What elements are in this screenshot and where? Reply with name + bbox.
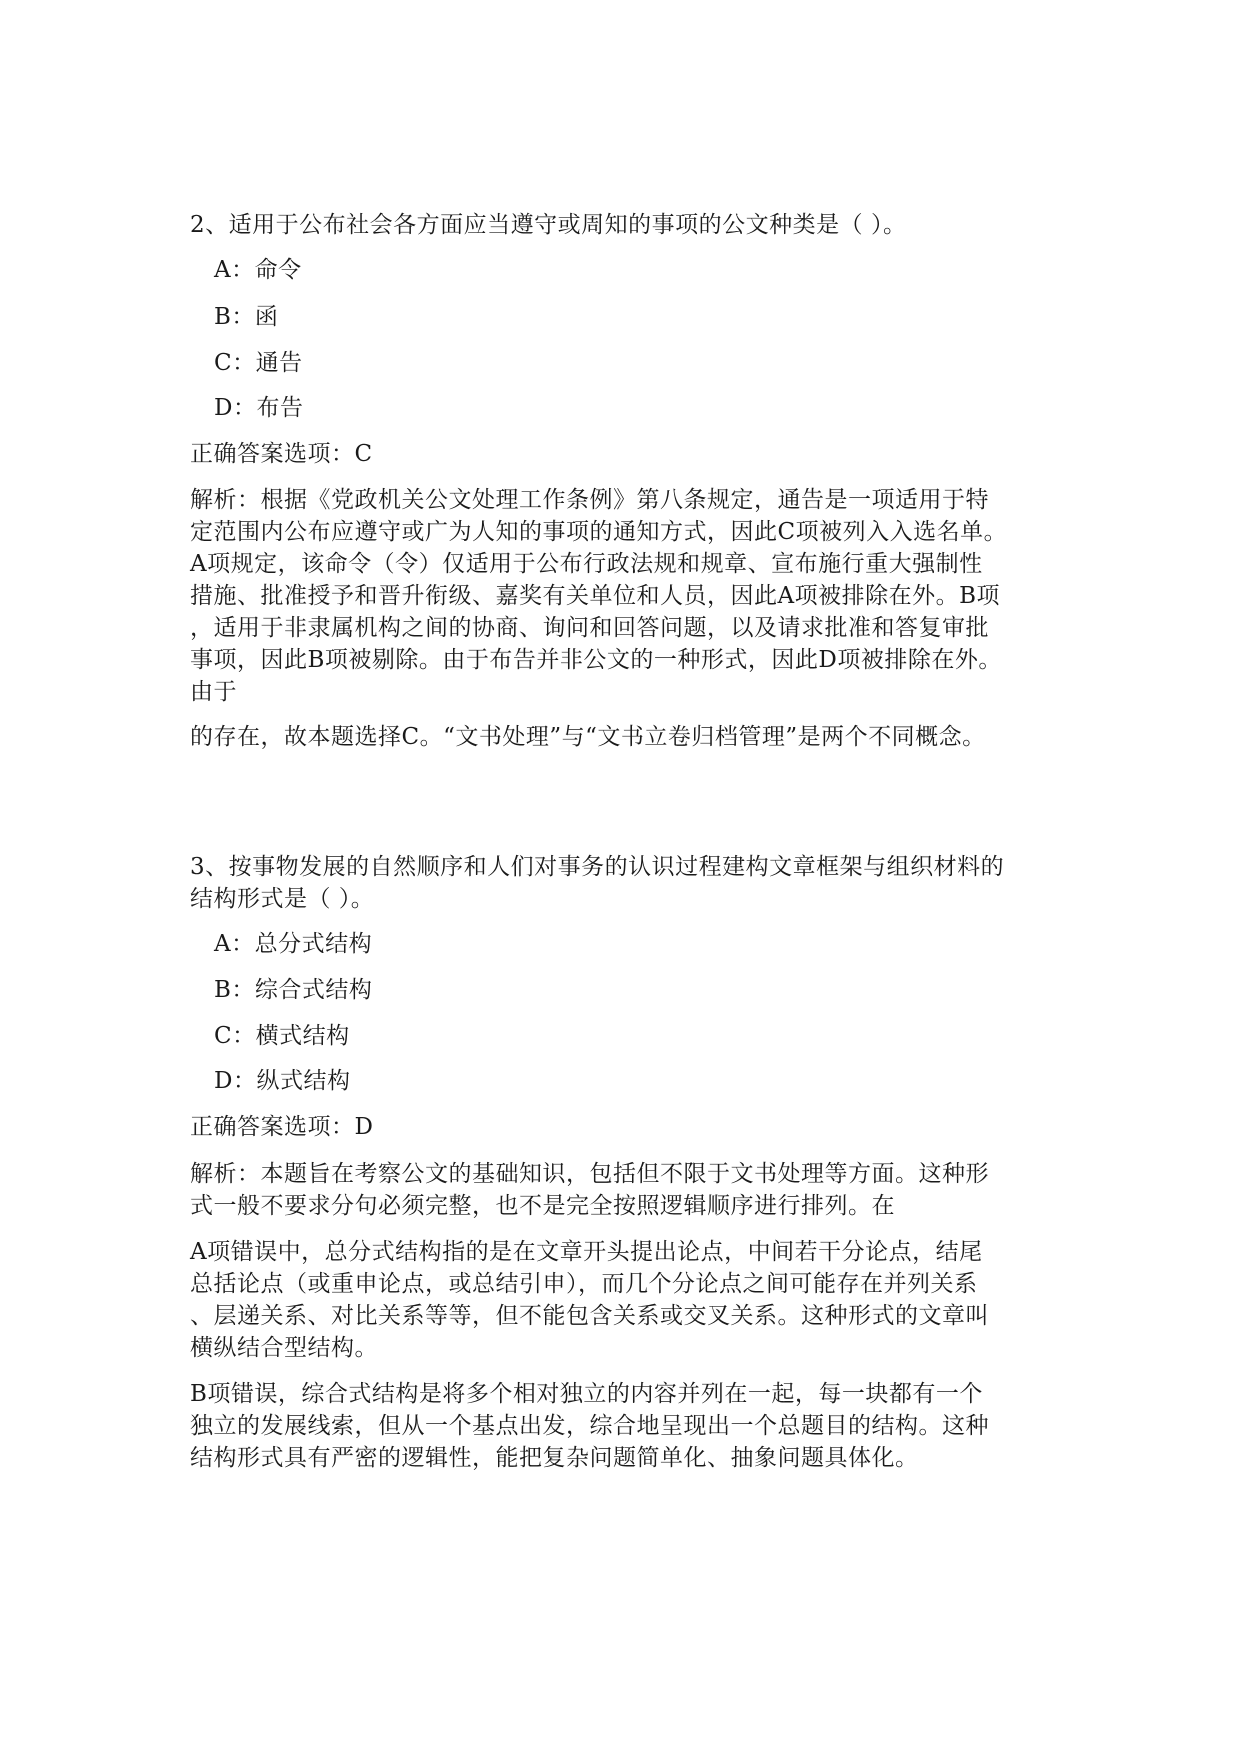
question-2-explanation-line: 的存在，故本题选择C。“文书处理”与“文书立卷归档管理”是两个不同概念。 [190,724,986,750]
question-2-explanation-line: 事项，因此B项被剔除。由于布告并非公文的一种形式，因此D项被排除在外。 [190,647,1002,673]
question-2-option-b: B：函 [214,304,279,330]
question-2-explanation-line: 定范围内公布应遵守或广为人知的事项的通知方式，因此C项被列入入选名单。 [190,519,1008,545]
question-3-explanation-line: 解析：本题旨在考察公文的基础知识，包括但不限于文书处理等方面。这种形 [190,1161,989,1187]
question-3-explanation-line: 独立的发展线索，但从一个基点出发，综合地呈现出一个总题目的结构。这种 [190,1413,989,1439]
question-2-option-d: D：布告 [214,395,304,421]
question-2-explanation-line: A项规定，该命令（令）仅适用于公布行政法规和规章、宣布施行重大强制性 [190,551,983,577]
question-2-option-a: A：命令 [214,257,302,283]
question-2-explanation-line: 由于 [190,679,237,705]
question-3-explanation-line: 式一般不要求分句必须完整，也不是完全按照逻辑顺序进行排列。在 [190,1193,895,1219]
question-3-option-b: B：综合式结构 [214,977,373,1003]
question-3-option-a: A：总分式结构 [214,931,373,957]
question-3-explanation-line: 、层递关系、对比关系等等，但不能包含关系或交叉关系。这种形式的文章叫 [190,1303,989,1329]
question-3-explanation-line: 结构形式具有严密的逻辑性，能把复杂问题简单化、抽象问题具体化。 [190,1445,919,1471]
question-2-explanation-line: ，适用于非隶属机构之间的协商、询问和回答问题，以及请求批准和答复审批 [190,615,989,641]
question-2-explanation-line: 解析：根据《党政机关公文处理工作条例》第八条规定，通告是一项适用于特 [190,487,989,513]
question-2-option-c: C：通告 [214,350,303,376]
question-2-stem-line-1: 2、适用于公布社会各方面应当遵守或周知的事项的公文种类是（ ）。 [190,212,907,238]
question-3-answer: 正确答案选项：D [190,1114,374,1140]
question-3-stem-line-2: 结构形式是（ ）。 [190,886,375,912]
question-3-option-d: D：纵式结构 [214,1068,351,1094]
question-3-explanation-line: A项错误中，总分式结构指的是在文章开头提出论点，中间若干分论点，结尾 [190,1239,983,1265]
question-3-stem-line-1: 3、按事物发展的自然顺序和人们对事务的认识过程建构文章框架与组织材料的 [190,854,1005,880]
question-3-option-c: C：横式结构 [214,1023,350,1049]
question-2-answer: 正确答案选项：C [190,441,373,467]
question-3-explanation-line: B项错误，综合式结构是将多个相对独立的内容并列在一起，每一块都有一个 [190,1381,983,1407]
question-3-explanation-line: 横纵结合型结构。 [190,1335,378,1361]
question-3-explanation-line: 总括论点（或重申论点，或总结引申），而几个分论点之间可能存在并列关系 [190,1271,978,1297]
question-2-explanation-line: 措施、批准授予和晋升衔级、嘉奖有关单位和人员，因此A项被排除在外。B项 [190,583,1001,609]
